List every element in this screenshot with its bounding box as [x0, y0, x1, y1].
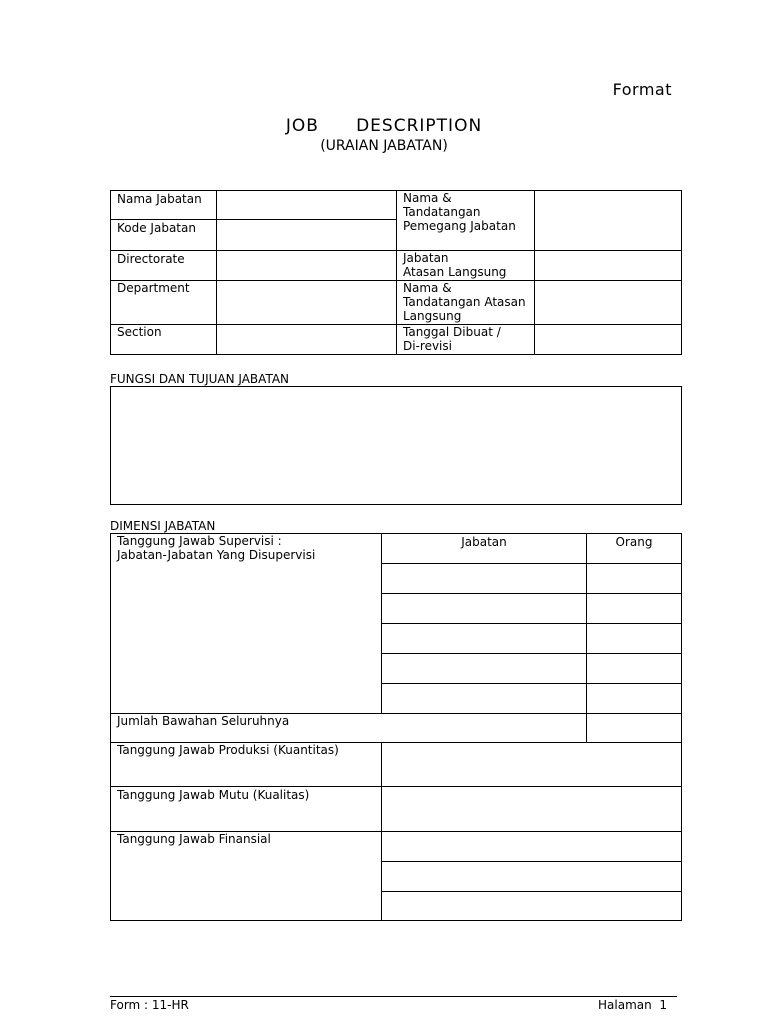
field-orang-5[interactable]	[587, 684, 681, 713]
label-directorate: Directorate	[117, 252, 185, 266]
footer-form-code: Form : 11-HR	[110, 998, 189, 1012]
document-title: JOB DESCRIPTION	[285, 116, 483, 136]
field-directorate[interactable]	[217, 251, 396, 280]
grid-line	[396, 190, 397, 355]
label-department: Department	[117, 281, 190, 295]
field-department[interactable]	[217, 281, 396, 324]
label-tanggal-dibuat: Tanggal Dibuat / Di-revisi	[403, 325, 501, 353]
finansial-label: Tanggung Jawab Finansial	[117, 832, 271, 846]
field-jabatan-4[interactable]	[382, 654, 586, 683]
supervisi-label: Tanggung Jawab Supervisi : Jabatan-Jabatan Yang Disupervisi	[117, 534, 316, 562]
field-finansial-2[interactable]	[382, 862, 681, 891]
field-jabatan-1[interactable]	[382, 564, 586, 593]
field-jumlah-bawahan[interactable]	[587, 714, 681, 742]
field-finansial-1[interactable]	[382, 832, 681, 861]
field-jabatan-2[interactable]	[382, 594, 586, 623]
label-nama-jabatan: Nama Jabatan	[117, 192, 202, 206]
fungsi-textarea[interactable]	[110, 386, 682, 505]
field-orang-4[interactable]	[587, 654, 681, 683]
field-finansial-3[interactable]	[382, 892, 681, 920]
field-orang-1[interactable]	[587, 564, 681, 593]
produksi-label: Tanggung Jawab Produksi (Kuantitas)	[117, 743, 339, 757]
field-nama-jabatan[interactable]	[217, 191, 396, 219]
field-section[interactable]	[217, 325, 396, 354]
mutu-label: Tanggung Jawab Mutu (Kualitas)	[117, 788, 310, 802]
field-tanggal-dibuat[interactable]	[535, 325, 681, 354]
label-section: Section	[117, 325, 162, 339]
field-jabatan-3[interactable]	[382, 624, 586, 653]
field-produksi[interactable]	[382, 743, 681, 786]
dimensi-heading: DIMENSI JABATAN	[110, 519, 216, 533]
label-nama-tandatangan-atasan: Nama & Tandatangan Atasan Langsung	[403, 281, 526, 323]
field-orang-3[interactable]	[587, 624, 681, 653]
jumlah-bawahan-label: Jumlah Bawahan Seluruhnya	[117, 714, 290, 728]
footer-page-number: Halaman 1	[598, 998, 667, 1012]
field-jabatan-5[interactable]	[382, 684, 586, 713]
field-tandatangan-atasan[interactable]	[535, 281, 681, 324]
field-tandatangan-pemegang[interactable]	[535, 191, 681, 250]
col-header-orang: Orang	[615, 535, 653, 549]
label-kode-jabatan: Kode Jabatan	[117, 221, 196, 235]
field-orang-2[interactable]	[587, 594, 681, 623]
col-header-jabatan: Jabatan	[461, 535, 507, 549]
label-jabatan-atasan: Jabatan Atasan Langsung	[403, 251, 507, 279]
field-mutu[interactable]	[382, 787, 681, 831]
footer-divider	[110, 996, 677, 997]
fungsi-heading: FUNGSI DAN TUJUAN JABATAN	[110, 372, 290, 386]
label-nama-tandatangan-pemegang: Nama & Tandatangan Pemegang Jabatan	[403, 191, 516, 233]
field-jabatan-atasan[interactable]	[535, 251, 681, 280]
document-subtitle: (URAIAN JABATAN)	[320, 138, 448, 154]
field-kode-jabatan[interactable]	[217, 220, 396, 250]
format-label: Format	[612, 80, 672, 99]
